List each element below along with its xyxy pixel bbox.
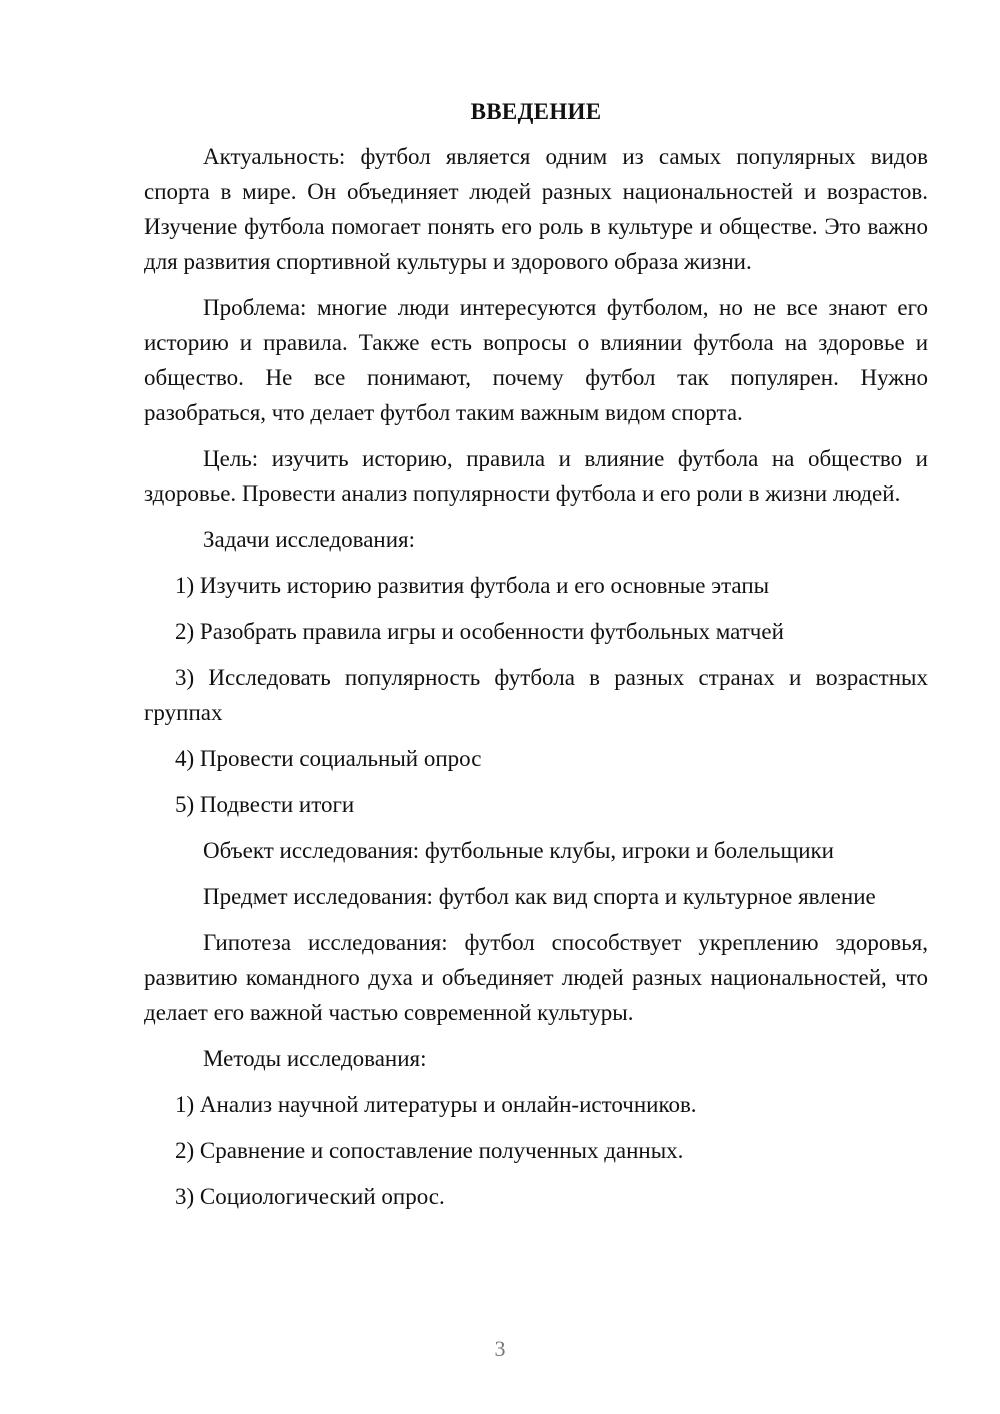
problem-paragraph: Проблема: многие люди интересуются футболом, но не все знают его историю и правила. Также есть вопросы о влиянии футбола на здоровье и общество. Не все понимают, почему футбол так популярен. Нужно разобраться, что делает футбол таким важным видом спорта. — [144, 295, 928, 425]
page-number: 3 — [494, 1336, 506, 1361]
task-item: 1) Изучить историю развития футбола и его основные этапы — [175, 573, 770, 598]
page-title: ВВЕДЕНИЕ — [470, 99, 602, 124]
object-paragraph: Объект исследования: футбольные клубы, игроки и болельщики — [203, 838, 834, 863]
task-item: 4) Провести социальный опрос — [175, 746, 482, 771]
task-item: 3) Исследовать популярность футбола в разных странах и возрастных группах — [144, 665, 928, 725]
hypothesis-paragraph: Гипотеза исследования: футбол способствует укреплению здоровья, развитию командного духа и объединяет людей разных национальностей, что делает его важной частью современной культуры. — [144, 930, 928, 1025]
subject-paragraph: Предмет исследования: футбол как вид спорта и культурное явление — [203, 884, 876, 909]
method-item: 2) Сравнение и сопоставление полученных данных. — [175, 1138, 684, 1163]
page-content — [144, 94, 928, 1225]
relevance-paragraph: Актуальность: футбол является одним из самых популярных видов спорта в мире. Он объединяет людей разных национальностей и возрастов. Изучение футбола помогает понять его роль в культуре и обществе. Это важно для развития спортивной культуры и здорового образа жизни. — [144, 144, 928, 274]
goal-paragraph: Цель: изучить историю, правила и влияние футбола на общество и здоровье. Провести анализ популярности футбола и его роли в жизни людей. — [144, 446, 928, 506]
methods-heading: Методы исследования: — [203, 1046, 427, 1071]
method-item: 3) Социологический опрос. — [175, 1184, 445, 1209]
task-item: 2) Разобрать правила игры и особенности футбольных матчей — [175, 619, 784, 644]
method-item: 1) Анализ научной литературы и онлайн-источников. — [175, 1092, 697, 1117]
tasks-heading: Задачи исследования: — [203, 527, 416, 552]
task-item: 5) Подвести итоги — [175, 792, 355, 817]
